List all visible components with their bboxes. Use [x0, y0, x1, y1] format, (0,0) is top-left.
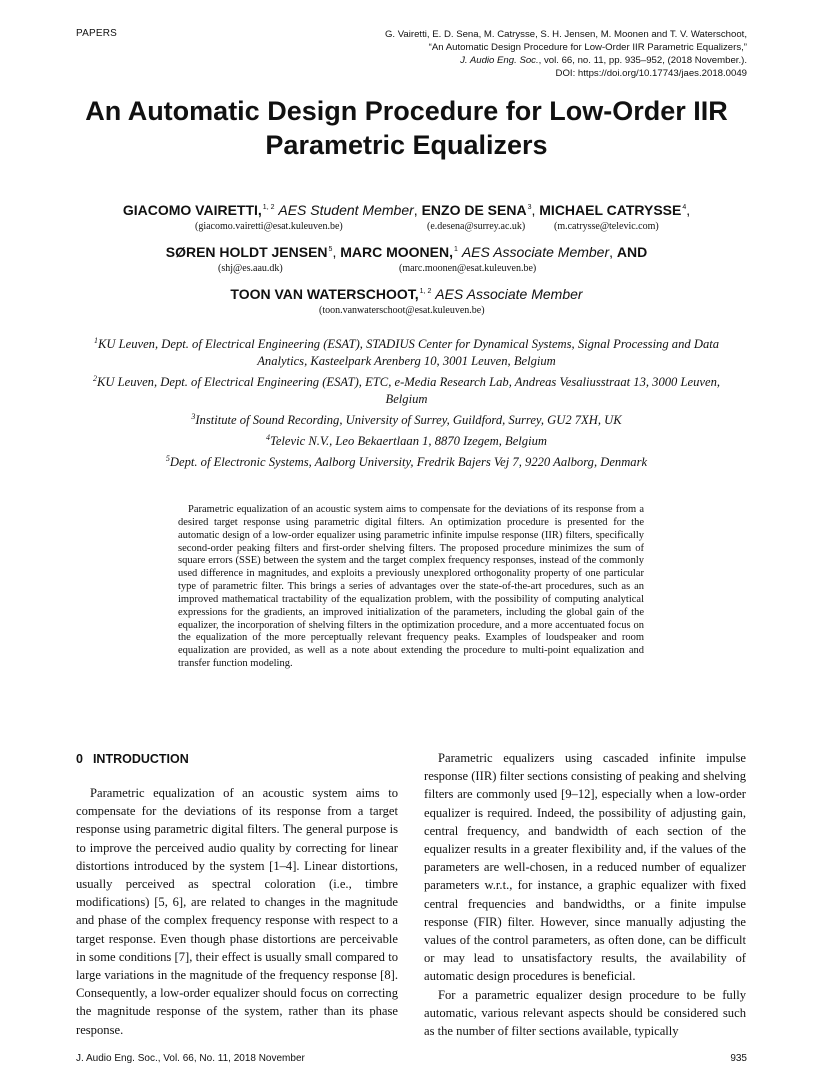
author-email[interactable]: (marc.moonen@esat.kuleuven.be)	[399, 263, 537, 274]
author-line-1: GIACOMO VAIRETTI,$^{1, 2}$ AES Student Member, ENZO DE SENA$^3$, MICHAEL CATRYSSE$^4$,	[122, 202, 691, 218]
left-column	[76, 784, 398, 1039]
abstract: Parametric equalization of an acoustic system aims to compensate for the deviations of its response from a desired target response using parametric digital filters. An optimization procedure is presented for the automatic design of a low-order equalizer using parametric infinite impulse response (IIR) filters, specifically second-order peaking filters and first-order shelving filters. The proposed procedure minimizes the sum of square errors (SSE) between the system and the target complex frequency responses, instead of the commonly used difference in magnitudes, and exploits a previously unexplored orthogonality property of one particular type of parametric filter. This brings a series of advantages over the state-of-the-art procedures, such as an improved mathematical tractability of the equalization problem, with the possibility of computing analytical expressions for the gradients, an improved initialization of the parameters, including the global gain of the equalizer, the incorporation of shelving filters in the optimization procedure, and a more accentuated focus on the equalization of the more perceptually relevant frequency peaks. Examples of loudspeaker and room equalization are provided, as well as a note about extending the procedure to multi-point equalization and transfer function modeling.	[178, 504, 644, 670]
paragraph: Parametric equalization of an acoustic system aims to compensate for the deviations of its response from a target response using parametric digital filters. The general purpose is to improve the perceived audio quality by correcting for linear distortions introduced by the system [1–4]. Linear distortions, usually perceived as spectral coloration (i.e., timbre modifications) [5, 6], are related to changes in the magnitude and phase of the complex frequency response with respect to a target response. Even though phase distortions are perceivable in some conditions [7], their effect is usually small compared to large variations in the magnitude of the frequency response [8]. Consequently, a low-order equalizer should focus on correcting the magnitude response of the system, rather than its phase response.	[76, 786, 398, 1037]
affiliation-item	[80, 370, 733, 408]
author-line-3	[40, 286, 773, 302]
affiliation-item	[80, 429, 733, 450]
affiliation-text: KU Leuven, Dept. of Electrical Engineering (ESAT), STADIUS Center for Dynamical Systems, Signal Processing and Data Analytics, Kasteelpark Arenberg 10, 3001 Leuven, Belgium	[97, 337, 720, 368]
section-number: 0	[76, 752, 83, 766]
citation-title: “An Automatic Design Procedure for Low-Order IIR Parametric Equalizers,”	[428, 42, 747, 53]
author-email[interactable]: (e.desena@surrey.ac.uk)	[427, 221, 526, 232]
author-email[interactable]: (m.catrysse@televic.com)	[554, 221, 659, 232]
author-conjunction: AND	[616, 244, 648, 260]
author-name: TOON VAN WATERSCHOOT,	[230, 286, 419, 302]
author-affil-marker: 1, 2	[262, 204, 275, 211]
affiliation-marker: 5	[165, 454, 170, 463]
author-membership: AES Associate Member	[435, 286, 583, 302]
author-name: MICHAEL CATRYSSE	[539, 202, 682, 218]
affiliation-marker: 1	[93, 336, 98, 345]
author-line-2: SØREN HOLDT JENSEN$^5$, MARC MOONEN,$^1$ AES Associate Member, AND	[165, 244, 648, 260]
section-title: INTRODUCTION	[92, 752, 189, 766]
citation-volume: , vol. 66, no. 11, pp. 935–952, (2018 November.).	[538, 55, 747, 66]
affiliation-item	[80, 450, 733, 471]
citation-doi[interactable]: DOI: https://doi.org/10.17743/jaes.2018.0049	[555, 68, 747, 79]
author-membership: AES Student Member	[278, 202, 414, 218]
page-number: 935	[730, 1053, 747, 1064]
affiliation-marker: 4	[265, 433, 270, 442]
affiliation-marker: 3	[191, 412, 196, 421]
author-affil-marker: 1, 2	[419, 288, 432, 295]
author-affil-marker: 3	[527, 204, 532, 211]
author-name: SØREN HOLDT JENSEN	[165, 244, 328, 260]
citation-journal: J. Audio Eng. Soc.	[460, 55, 539, 66]
author-membership: AES Associate Member	[461, 244, 610, 260]
author-email[interactable]: (shj@es.aau.dk)	[218, 263, 283, 274]
affiliation-text: Institute of Sound Recording, University of Surrey, Guildford, Surrey, GU2 7XH, UK	[195, 413, 622, 427]
citation-journal-line	[385, 54, 747, 67]
author-affil-marker: 5	[328, 246, 333, 253]
citation-authors: G. Vairetti, E. D. Sena, M. Catrysse, S. H. Jensen, M. Moonen and T. V. Waterschoot,	[384, 29, 747, 40]
affiliations	[80, 332, 733, 471]
affiliation-item	[80, 332, 733, 370]
author-name: MARC MOONEN,	[340, 244, 454, 260]
author-affil-marker: 1	[454, 246, 458, 253]
affiliation-text: Televic N.V., Leo Bekaertlaan 1, 8870 Izegem, Belgium	[269, 434, 547, 448]
citation-block	[385, 28, 747, 80]
author-name: GIACOMO VAIRETTI,	[122, 202, 262, 218]
author-email[interactable]: (toon.vanwaterschoot@esat.kuleuven.be)	[319, 305, 485, 316]
author-email[interactable]: (giacomo.vairetti@esat.kuleuven.be)	[195, 221, 343, 232]
affiliation-text: KU Leuven, Dept. of Electrical Engineering (ESAT), ETC, e-Media Research Lab, Andreas Vesaliusstraat 13, 3000 Leuven, Belgium	[96, 375, 721, 406]
right-column	[424, 749, 746, 1040]
paragraph: For a parametric equalizer design procedure to be fully automatic, various relevant aspects should be considered such as the number of filter sections available, typically	[424, 987, 746, 1039]
affiliation-text: Dept. of Electronic Systems, Aalborg University, Fredrik Bajers Vej 7, 9220 Aalborg, Denmark	[169, 455, 648, 469]
author-affil-marker: 4	[682, 204, 687, 211]
affiliation-item	[80, 408, 733, 429]
paragraph: Parametric equalizers using cascaded infinite impulse response (IIR) filter sections consisting of peaking and shelving filters are commonly used [9–12], especially when a low-order equalizer is required. Indeed, the possibility of adjusting gain, central frequency, and bandwidth of each section of the equalizer results in a greater flexibility and, if the values of the parameters are well-chosen, in a reduced number of equalizer parameters w.r.t., for instance, a graphic equalizer with fixed central frequencies and bandwidths, or a finite impulse response (FIR) filter. However, since manually adjusting the values of the control parameters, as often done, can be difficult or may lead to unsatisfactory results, the availability of automatic design procedures is beneficial.	[424, 751, 746, 984]
section-label: PAPERS	[76, 28, 118, 39]
author-name: ENZO DE SENA	[421, 202, 527, 218]
paper-title: An Automatic Design Procedure for Low-Order IIR Parametric Equalizers	[85, 96, 728, 160]
section-heading	[76, 752, 189, 766]
footer-journal: J. Audio Eng. Soc., Vol. 66, No. 11, 2018 November	[76, 1053, 305, 1064]
affiliation-marker: 2	[92, 374, 97, 383]
